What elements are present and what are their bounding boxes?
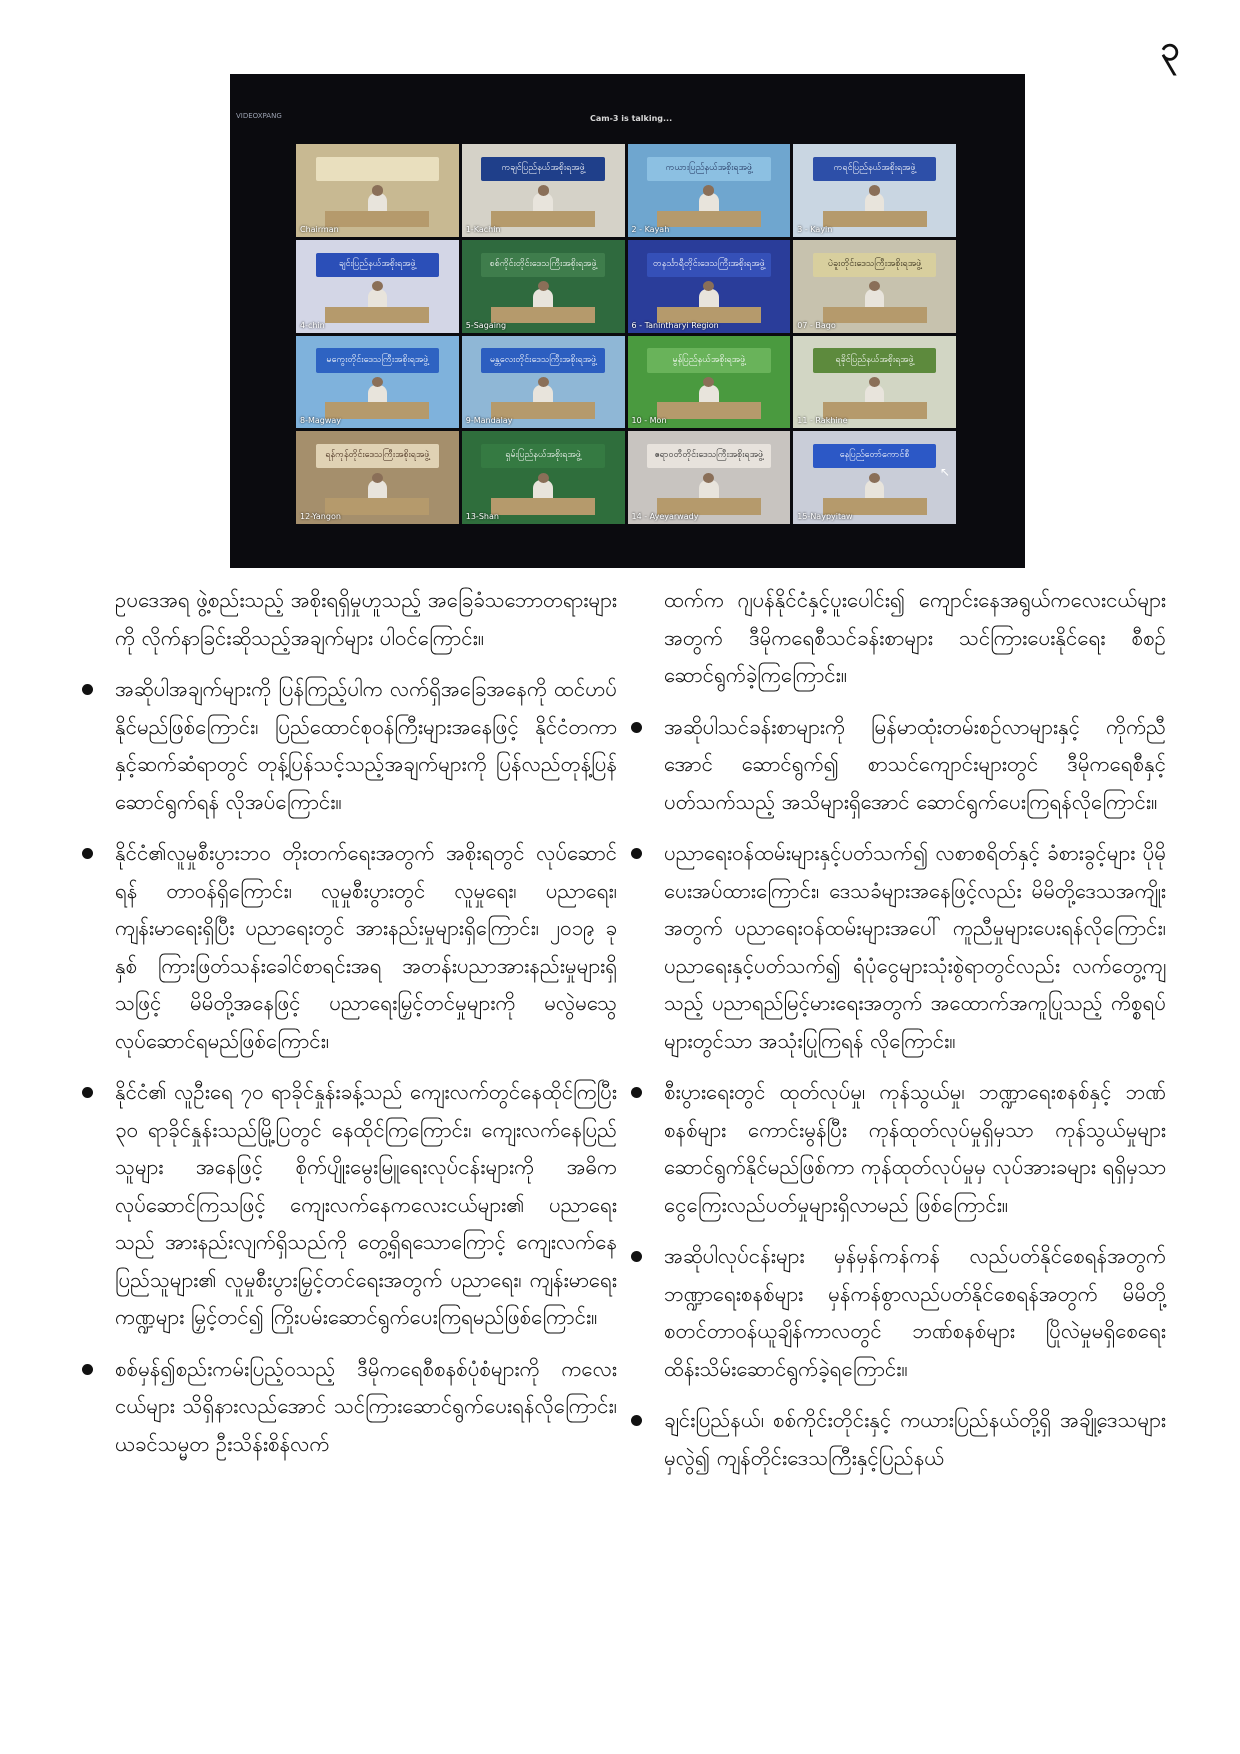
paragraph-text: ထက်က ဂျပန်နိုင်ငံနှင့်ပူးပေါင်း၍ ကျောင်းနေအရွယ်ကလေးငယ်များအတွက် ဒီမိုကရေစီသင်ခန်းစာများ သင်ကြားပေးနိုင်ရေး စီစဉ်ဆောင်ရွက်ခဲ့ကြကြောင်း။ [664,588,1166,687]
video-tile [628,240,791,333]
bullet-icon [82,848,93,859]
desk [325,307,429,324]
video-tile [793,240,956,333]
paragraph [115,582,617,657]
video-tile [296,431,459,524]
tile-sign: ရန်ကုန်တိုင်းဒေသကြီးအစိုးရအဖွဲ့ [316,444,440,468]
bullet-paragraph [115,1074,617,1337]
tile-sign: ကရင်ပြည်နယ်အစိုးရအဖွဲ့ [813,157,937,181]
bullet-paragraph [664,835,1166,1060]
conference-grid [296,144,956,524]
bullet-icon [631,848,642,859]
tile-caption: 1-Kachin [465,224,501,234]
desk [823,307,927,324]
video-tile [628,144,791,237]
tile-caption: 15-Naypyitaw [797,512,853,521]
tile-sign: ကယားပြည်နယ်အစိုးရအဖွဲ့ [647,157,771,181]
video-tile [793,144,956,237]
tile-caption: 14 - Ayeyarwady [631,512,699,521]
right-column [664,582,1166,1491]
desk [823,211,927,228]
left-column [115,582,617,1477]
paragraph-text: အဆိုပါအချက်များကို ပြန်ကြည့်ပါက လက်ရှိအခြေအနေကို ထင်ဟပ်နိုင်မည်ဖြစ်ကြောင်း၊ ပြည်ထောင်စုဝန်ကြီးများအနေဖြင့် နိုင်ငံတကာနှင့်ဆက်ဆံရာတွင် တုန့်ပြန်သင့်သည့်အချက်များကို ပြန်လည်တုန့်ပြန်ဆောင်ရွက်ရန် လိုအပ်ကြောင်း။ [115,677,617,814]
tile-caption: 11 - Rakhine [797,416,848,426]
tile-caption: 9-Mandalay [465,416,513,426]
tile-sign: စစ်ကိုင်းတိုင်းဒေသကြီးအစိုးရအဖွဲ့ [481,253,605,277]
tile-sign: ရခိုင်ပြည်နယ်အစိုးရအဖွဲ့ [813,348,937,372]
paragraph-text: နိုင်ငံ၏လူမှုစီးပွားဘဝ တိုးတက်ရေးအတွက် အစိုးရတွင် လုပ်ဆောင်ရန် တာဝန်ရှိကြောင်း၊ လူမှုစီးပွားတွင် လူမှုရေး၊ ပညာရေး၊ ကျန်းမာရေးရှိပြီး ပညာရေးတွင် အားနည်းမှုများရှိကြောင်း၊ ၂၀၁၉ ခုနှစ် ကြားဖြတ်သန်းခေါင်စာရင်းအရ အတန်းပညာအားနည်းမှုများရှိသဖြင့် မိမိတို့အနေဖြင့် ပညာရေးမြှင့်တင်မှုများကို မလွဲမသွေလုပ်ဆောင်ရမည်ဖြစ်ကြောင်း၊ [115,841,617,1053]
paragraph [664,582,1166,695]
tile-caption: 5-Sagaing [465,320,507,330]
video-tile [462,144,625,237]
tile-sign [316,157,440,181]
app-logo: VIDEOXPANG [236,112,282,120]
video-tile [628,336,791,429]
desk [491,498,595,515]
tile-sign: နေပြည်တော်ကောင်စီ [813,444,937,468]
desk [491,307,595,324]
tile-caption: 13-Shan [465,512,499,521]
tile-sign: မကွေးတိုင်းဒေသကြီးအစိုးရအဖွဲ့ [316,348,440,372]
video-tile [793,431,956,524]
video-tile [462,431,625,524]
bullet-paragraph [664,709,1166,822]
tile-sign: မန္တလေးတိုင်းဒေသကြီးအစိုးရအဖွဲ့ [481,348,605,372]
bullet-icon [82,1364,93,1375]
tile-caption: 3 - Kayin [797,224,833,234]
tile-caption: 4-chin [300,320,325,330]
tile-sign: မွန်ပြည်နယ်အစိုးရအဖွဲ့ [647,348,771,372]
bullet-paragraph [115,835,617,1060]
video-conference-photo [230,74,1025,568]
paragraph-text: စစ်မှန်၍စည်းကမ်းပြည့်ဝသည့် ဒီမိုကရေစီစနစ်ပုံစံများကို ကလေးငယ်များ သိရှိနားလည်အောင် သင်ကြားဆောင်ရွက်ပေးရန်လိုကြောင်း၊ ယခင်သမ္မတ ဦးသိန်းစိန်လက် [115,1356,617,1456]
desk [491,211,595,228]
tile-sign: တနင်္သာရီတိုင်းဒေသကြီးအစိုးရအဖွဲ့ [647,253,771,277]
bullet-paragraph [664,1238,1166,1388]
paragraph-text: ချင်းပြည်နယ်၊ စစ်ကိုင်းတိုင်းနှင့် ကယားပြည်နယ်တို့ရှိ အချို့ဒေသများမှလွဲ၍ ကျန်တိုင်းဒေသကြီးနှင့်ပြည်နယ် [664,1408,1166,1470]
tile-caption: 2 - Kayah [631,224,670,234]
paragraph-text: အဆိုပါလုပ်ငန်းများ မှန်မှန်ကန်ကန် လည်ပတ်နိုင်စေရန်အတွက် ဘဏ္ဍာရေးစနစ်များ မှန်ကန်စွာလည်ပတ်နိုင်စေရန်အတွက် မိမိတို့စတင်တာဝန်ယူချိန်ကာလတွင် ဘဏ်စနစ်များ ပြိုလဲမှုမရှိစေရေး ထိန်းသိမ်းဆောင်ရွက်ခဲ့ရကြောင်း။ [664,1244,1166,1381]
desk [657,402,761,419]
bullet-icon [631,1087,642,1098]
paragraph-text: ပညာရေးဝန်ထမ်းများနှင့်ပတ်သက်၍ လစာစရိတ်နှင့် ခံစားခွင့်များ ပိုမိုပေးအပ်ထားကြောင်း၊ ဒေသခံများအနေဖြင့်လည်း မိမိတို့ဒေသအကျိုးအတွက် ပညာရေးဝန်ထမ်းများအပေါ် ကူညီမှုများပေးရန်လိုကြောင်း၊ ပညာရေးနှင့်ပတ်သက်၍ ရံပုံငွေများသုံးစွဲရာတွင်လည်း လက်တွေ့ကျသည့် ပညာရည်မြင့်မားရေးအတွက် အထောက်အကူပြုသည့် ကိစ္စရပ်များတွင်သာ အသုံးပြုကြရန် လိုကြောင်း။ [664,841,1166,1053]
tile-caption: 10 - Mon [631,416,667,426]
desk [325,211,429,228]
bullet-icon [631,722,642,733]
video-tile [296,144,459,237]
video-tile [628,431,791,524]
video-tile [296,336,459,429]
tile-sign: ချင်းပြည်နယ်အစိုးရအဖွဲ့ [316,253,440,277]
bullet-icon [82,684,93,695]
video-tile [793,336,956,429]
video-tile [462,240,625,333]
status-text: Cam-3 is talking... [590,114,673,123]
tile-caption: Chairman [300,224,339,234]
tile-sign: ရှမ်းပြည်နယ်အစိုးရအဖွဲ့ [481,444,605,468]
bullet-icon [631,1415,642,1426]
page-number: ၃ [1160,29,1180,69]
video-tile [462,336,625,429]
tile-sign: ကချင်ပြည်နယ်အစိုးရအဖွဲ့ [481,157,605,181]
tile-caption: 12-Yangon [300,512,341,521]
bullet-icon [631,1251,642,1262]
bullet-paragraph [664,1074,1166,1224]
bullet-paragraph [115,1351,617,1464]
bullet-paragraph [115,671,617,821]
paragraph-text: အဆိုပါသင်ခန်းစာများကို မြန်မာထုံးတမ်းစဉ်လာများနှင့် ကိုက်ညီအောင် ဆောင်ရွက်၍ စာသင်ကျောင်းများတွင် ဒီမိုကရေစီနှင့်ပတ်သက်သည့် အသိများရှိအောင် ဆောင်ရွက်ပေးကြရန်လိုကြောင်း။ [664,714,1166,814]
video-tile [296,240,459,333]
mouse-cursor-icon: ↖ [939,464,950,479]
paragraph-text: နိုင်ငံ၏ လူဦးရေ ၇၀ ရာခိုင်နှုန်းခန့်သည် ကျေးလက်တွင်နေထိုင်ကြပြီး ၃၀ ရာခိုင်နှုန်းသည်မြို့ပြတွင် နေထိုင်ကြကြောင်း၊ ကျေးလက်နေပြည်သူများ အနေဖြင့် စိုက်ပျိုးမွေးမြူရေးလုပ်ငန်းများကို အဓိကလုပ်ဆောင်ကြသဖြင့် ကျေးလက်နေကလေးငယ်များ၏ ပညာရေးသည် အားနည်းလျက်ရှိသည်ကို တွေ့ရှိရသောကြောင့် ကျေးလက်နေပြည်သူများ၏ လူမှုစီးပွားမြှင့်တင်ရေးအတွက် ပညာရေး၊ ကျန်းမာရေးကဏ္ဍများ မြှင့်တင်၍ ကြိုးပမ်းဆောင်ရွက်ပေးကြရမည်ဖြစ်ကြောင်း။ [115,1080,617,1329]
paragraph-text: စီးပွားရေးတွင် ထုတ်လုပ်မှု၊ ကုန်သွယ်မှု၊ ဘဏ္ဍာရေးစနစ်နှင့် ဘဏ်စနစ်များ ကောင်းမွန်ပြီး ကုန်ထုတ်လုပ်မှုရှိမှသာ ကုန်သွယ်မှုများဆောင်ရွက်နိုင်မည်ဖြစ်ကာ ကုန်ထုတ်လုပ်မှုမှ လုပ်အားခများ ရရှိမှသာ ငွေကြေးလည်ပတ်မှုများရှိလာမည် ဖြစ်ကြောင်း။ [664,1080,1166,1217]
desk [657,211,761,228]
paragraph-text: ဥပဒေအရ ဖွဲ့စည်းသည့် အစိုးရရှိမှုဟူသည့် အခြေခံသဘောတရားများကို လိုက်နာခြင်းဆိုသည့်အချက်များ ပါဝင်ကြောင်း။ [115,588,617,650]
tile-sign: ပဲခူးတိုင်းဒေသကြီးအစိုးရအဖွဲ့ [813,253,937,277]
tile-sign: ဧရာဝတီတိုင်းဒေသကြီးအစိုးရအဖွဲ့ [647,444,771,468]
tile-caption: 07 - Bago [797,320,836,330]
bullet-icon [82,1087,93,1098]
tile-caption: 6 - Tanintharyi Region [631,320,719,330]
bullet-paragraph [664,1402,1166,1477]
tile-caption: 8-Magway [300,416,342,426]
